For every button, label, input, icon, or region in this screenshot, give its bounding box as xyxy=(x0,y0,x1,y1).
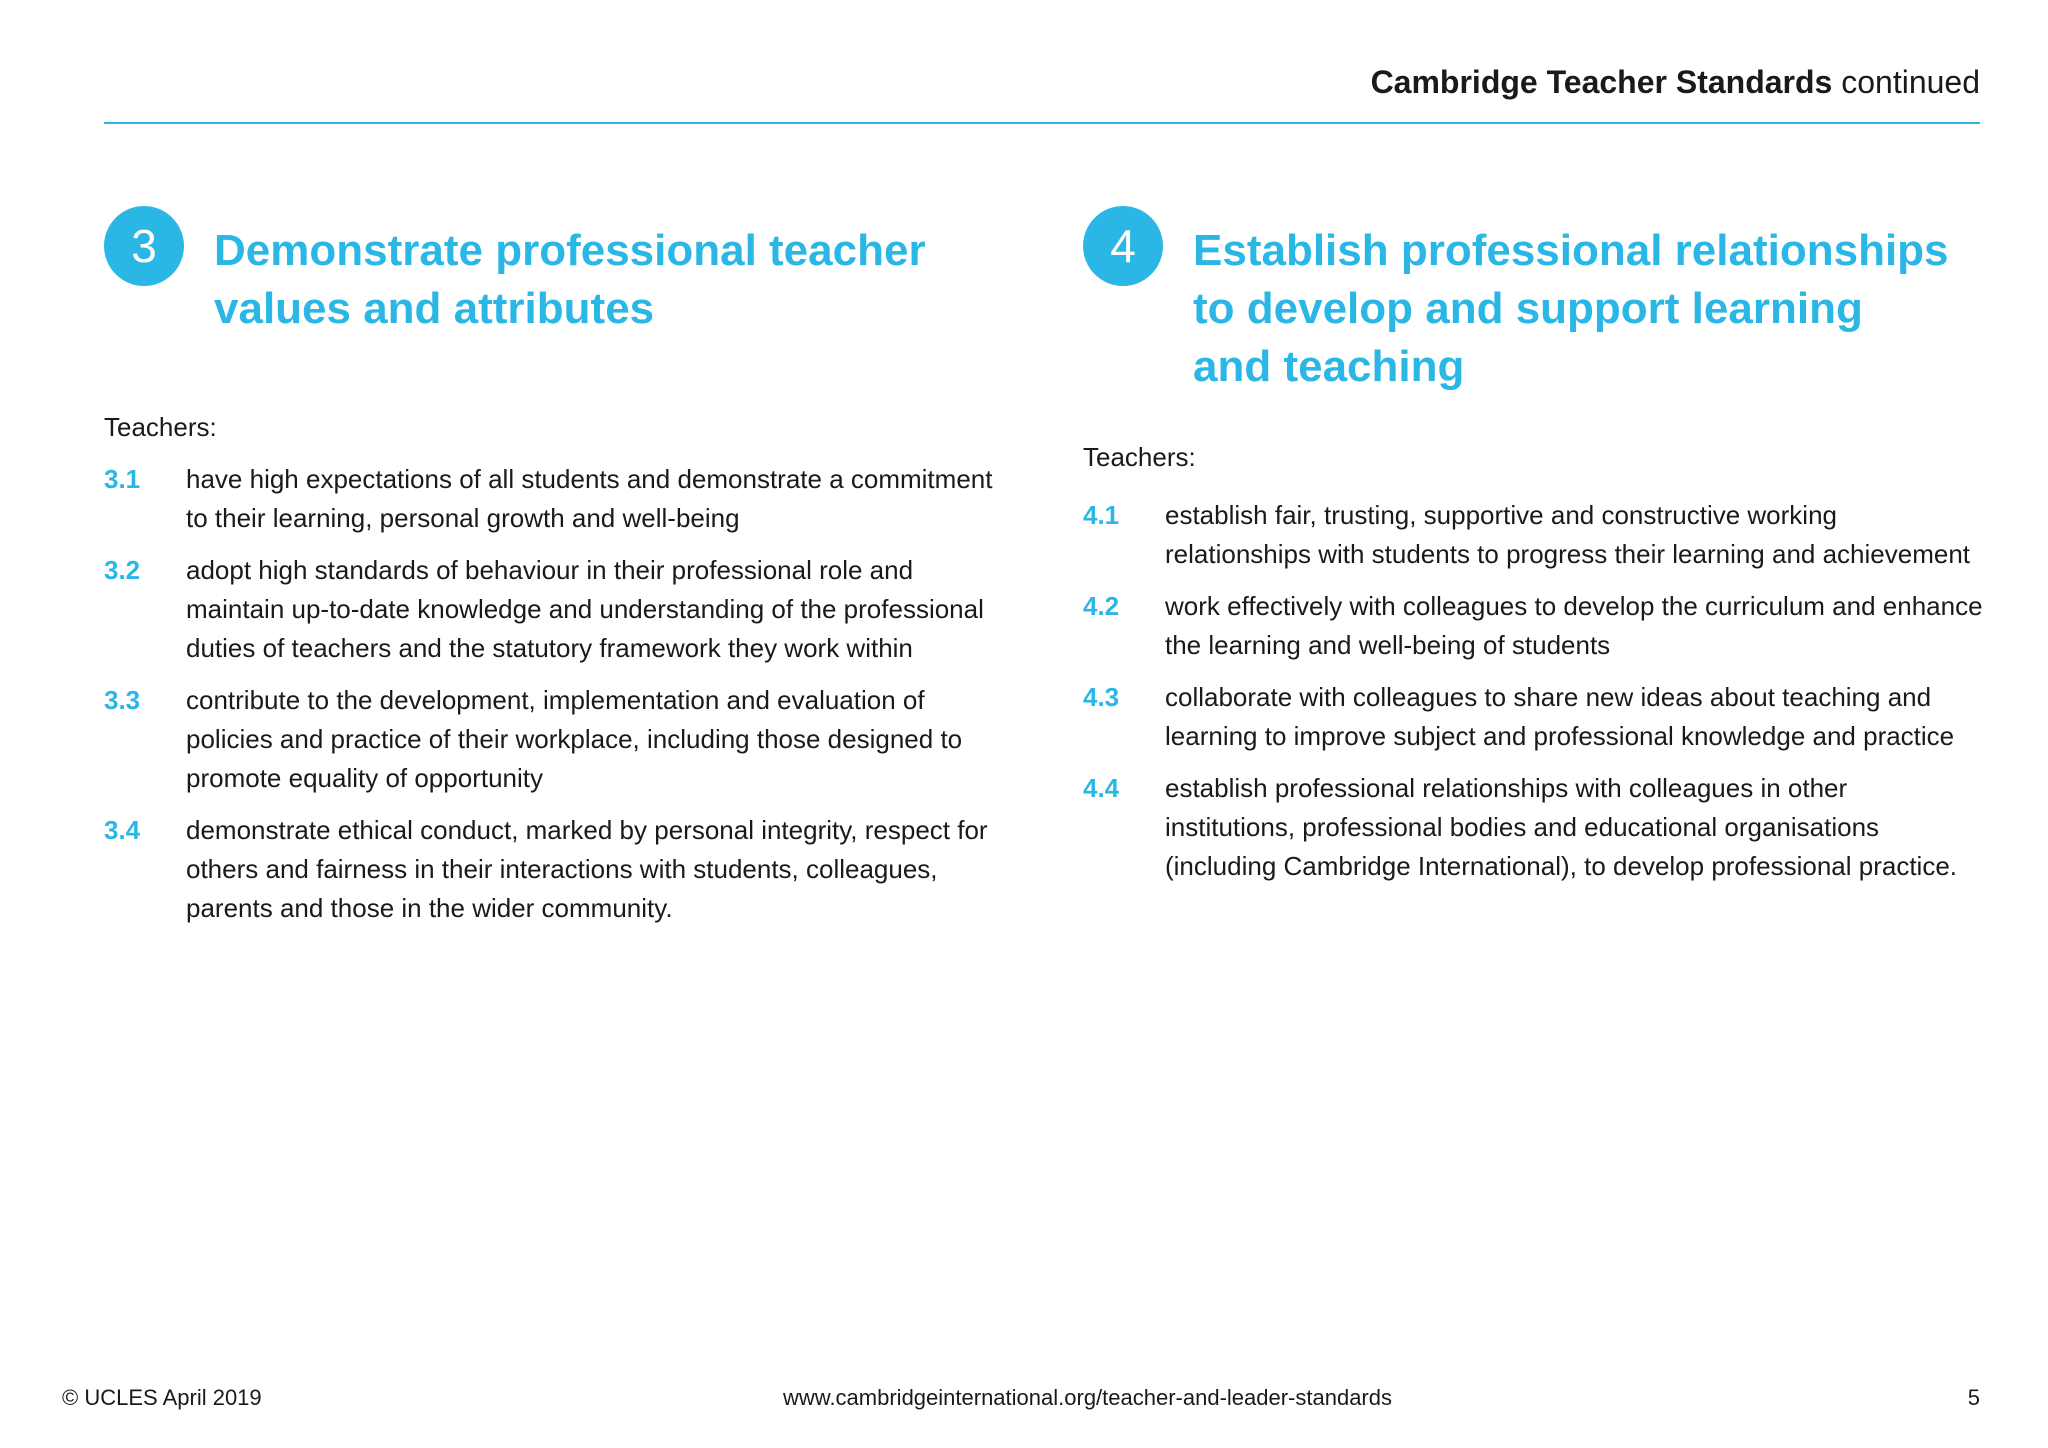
list-item xyxy=(1083,496,1983,574)
list-item xyxy=(104,811,1004,928)
list-item xyxy=(104,681,1004,798)
copyright-text: © UCLES April 2019 xyxy=(62,1385,262,1410)
standards-list xyxy=(104,447,1004,928)
section-3-heading xyxy=(104,206,1004,338)
list-item xyxy=(1083,769,1983,886)
section-number-badge: 4 xyxy=(1083,206,1163,286)
item-number: 3.3 xyxy=(104,685,141,715)
section-number-badge: 3 xyxy=(104,206,184,286)
section-4 xyxy=(1083,206,1983,881)
header-title-rest: continued xyxy=(1832,64,1980,100)
item-number: 3.2 xyxy=(104,555,141,585)
list-item xyxy=(104,460,1004,538)
list-item xyxy=(1083,587,1983,665)
header-title xyxy=(1371,64,1980,101)
item-text: work effectively with colleagues to develop the curriculum and enhance the learning and well-being of students xyxy=(1165,591,1983,660)
section-3 xyxy=(104,206,1004,923)
item-text: contribute to the development, implementation and evaluation of policies and practice of their workplace, including those designed to promote equality of opportunity xyxy=(186,685,963,793)
page-header xyxy=(104,58,1980,124)
teachers-label: Teachers: xyxy=(104,412,217,442)
teachers-label: Teachers: xyxy=(1083,442,1196,472)
item-text: have high expectations of all students and demonstrate a commitment to their learning, personal growth and well-being xyxy=(186,464,993,533)
section-4-heading xyxy=(1083,206,1983,396)
item-number: 4.2 xyxy=(1083,591,1120,621)
item-number: 3.4 xyxy=(104,815,141,845)
section-title: Establish professional relationships to develop and support learning and teaching xyxy=(1193,226,1949,391)
item-text: collaborate with colleagues to share new ideas about teaching and learning to improve subject and professional knowledge and practice xyxy=(1165,682,1955,751)
item-text: establish professional relationships with colleagues in other institutions, professional bodies and educational organisations (including Cambridge International), to develop professional practice. xyxy=(1165,773,1957,881)
list-item xyxy=(104,551,1004,668)
item-number: 4.4 xyxy=(1083,773,1120,803)
header-title-bold: Cambridge Teacher Standards xyxy=(1370,64,1833,100)
item-text: adopt high standards of behaviour in their professional role and maintain up-to-date knowledge and understanding of the professional duties of teachers and the statutory framework they work within xyxy=(186,555,984,663)
standards-list xyxy=(1083,483,1983,886)
item-text: demonstrate ethical conduct, marked by personal integrity, respect for others and fairness in their interactions with students, colleagues, parents and those in the wider community. xyxy=(186,815,988,923)
item-number: 4.1 xyxy=(1083,500,1120,530)
item-number: 3.1 xyxy=(104,464,141,494)
section-title: Demonstrate professional teacher values and attributes xyxy=(214,226,926,333)
page-number: 5 xyxy=(1967,1385,1980,1410)
footer-url-link[interactable]: www.cambridgeinternational.org/teacher-and-leader-standards xyxy=(783,1385,1392,1410)
list-item xyxy=(1083,678,1983,756)
item-number: 4.3 xyxy=(1083,682,1120,712)
item-text: establish fair, trusting, supportive and constructive working relationships with students to progress their learning and achievement xyxy=(1165,500,1971,569)
